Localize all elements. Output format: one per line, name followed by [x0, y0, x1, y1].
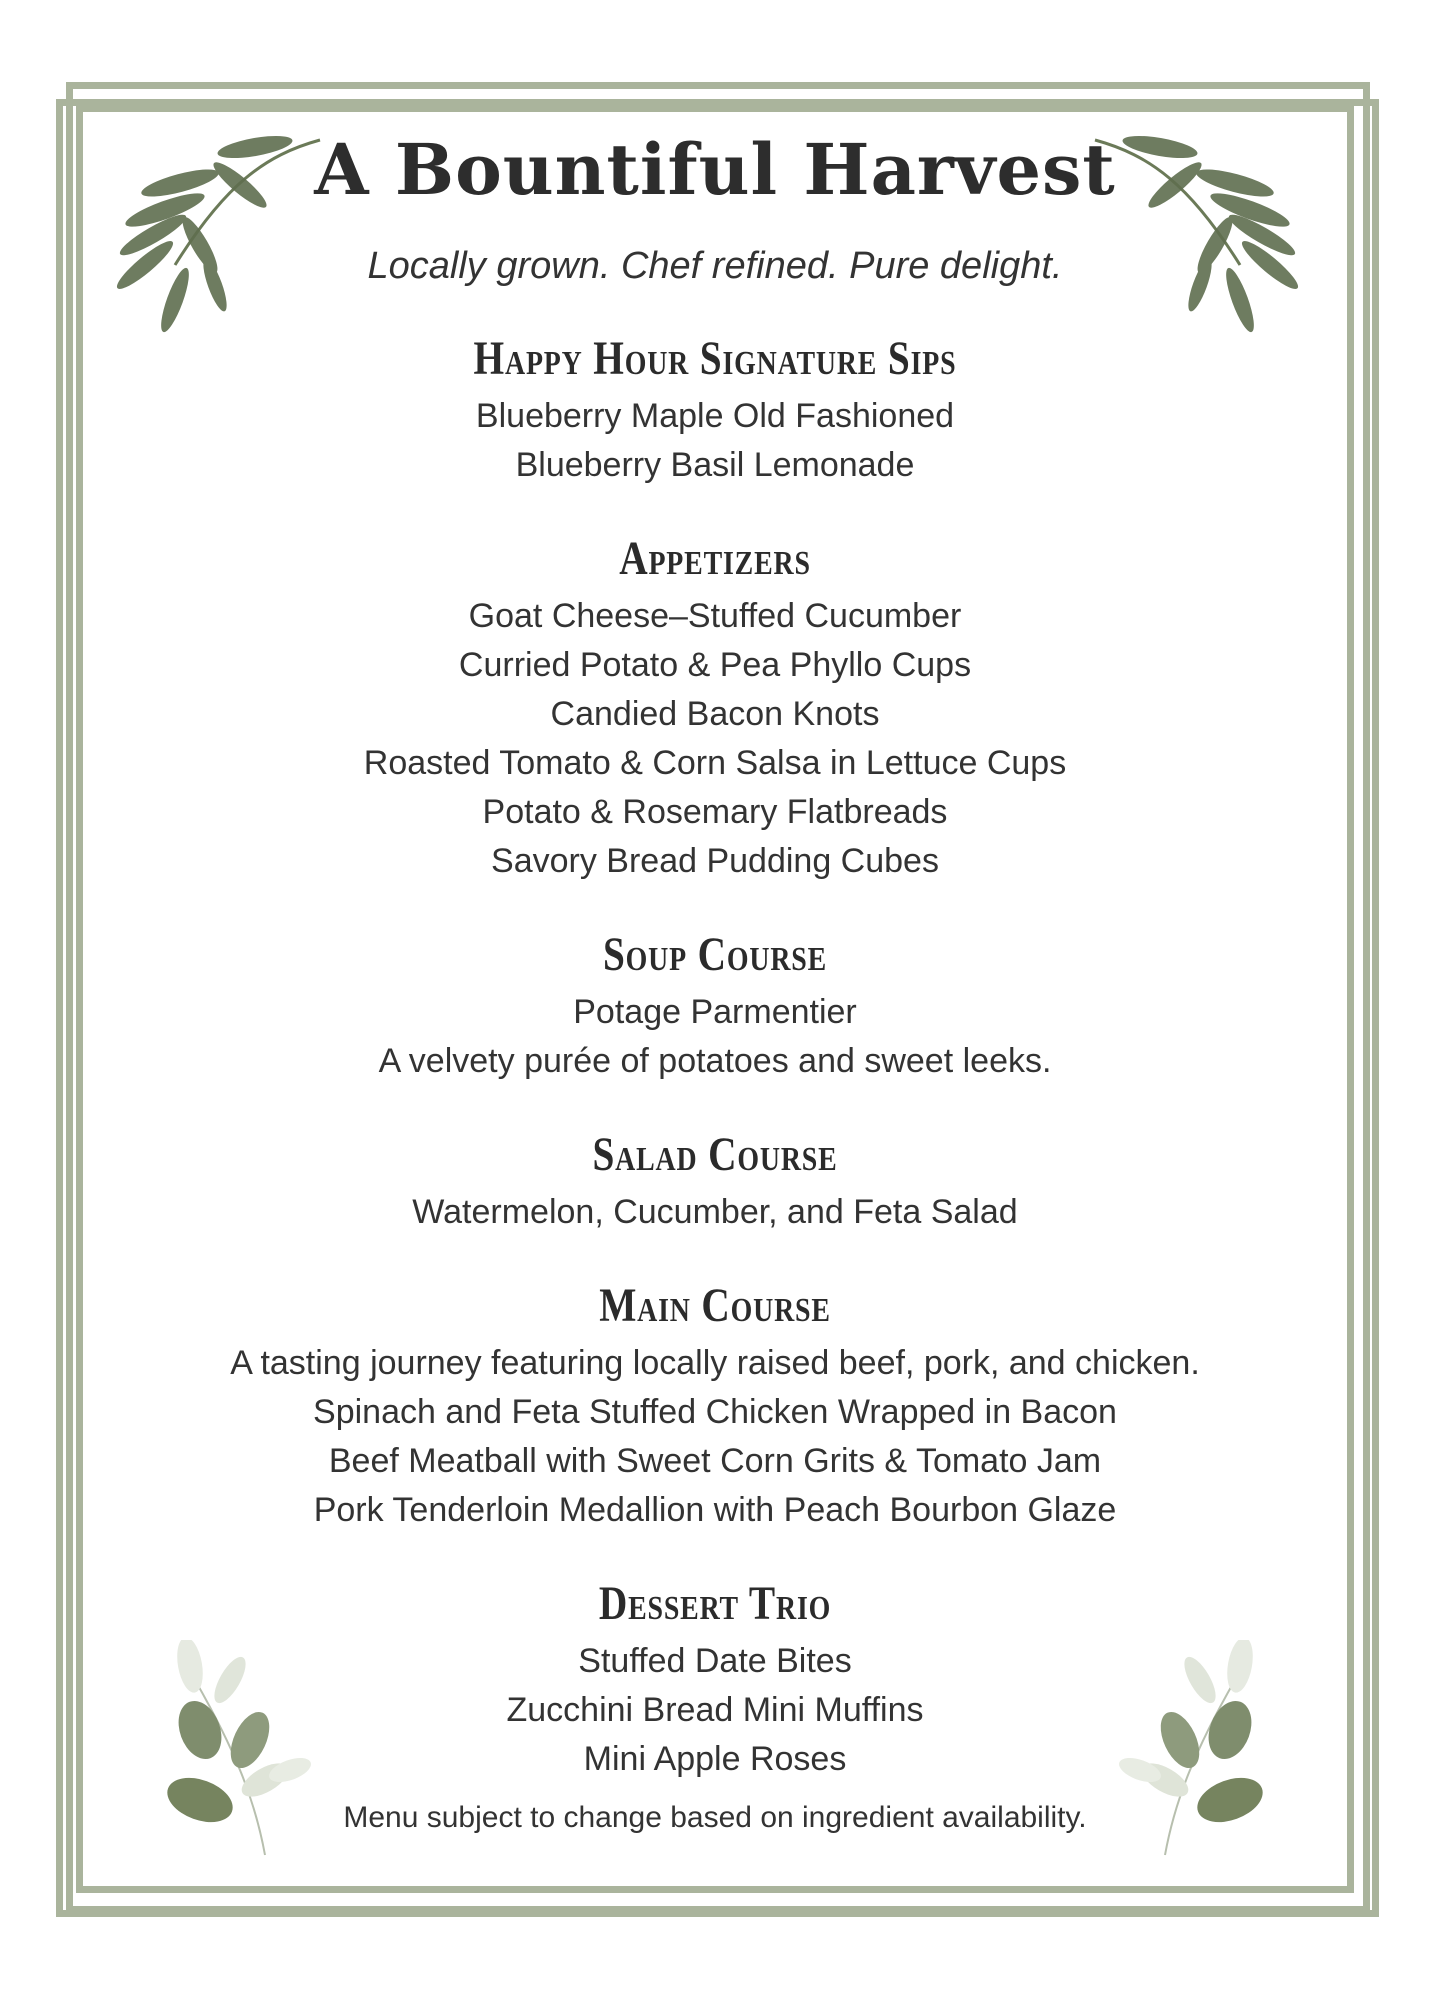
section-title: Salad Course	[592, 1128, 838, 1181]
menu-item: Watermelon, Cucumber, and Feta Salad	[412, 1193, 1018, 1231]
menu-item: Pork Tenderloin Medallion with Peach Bourbon Glaze	[313, 1491, 1117, 1529]
menu-section	[120, 1277, 1310, 1535]
menu-sections	[120, 330, 1310, 1784]
menu-section	[120, 1126, 1310, 1237]
menu-item: Goat Cheese–Stuffed Cucumber	[468, 597, 962, 635]
menu-item: Zucchini Bread Mini Muffins	[506, 1691, 924, 1729]
menu-content	[120, 110, 1310, 1838]
section-title: Soup Course	[602, 928, 828, 981]
menu-item: Candied Bacon Knots	[550, 695, 880, 733]
menu-item: Potato & Rosemary Flatbreads	[482, 793, 948, 831]
menu-item: Spinach and Feta Stuffed Chicken Wrapped in Bacon	[313, 1393, 1117, 1431]
menu-item: Savory Bread Pudding Cubes	[491, 842, 939, 880]
menu-footnote: Menu subject to change based on ingredient availability.	[343, 1801, 1087, 1834]
menu-tagline: Locally grown. Chef refined. Pure delight.	[367, 245, 1063, 287]
menu-item: A tasting journey featuring locally raised beef, pork, and chicken.	[230, 1344, 1200, 1382]
section-title: Appetizers	[619, 532, 811, 585]
menu-section	[120, 926, 1310, 1086]
menu-item: A velvety purée of potatoes and sweet leeks.	[378, 1042, 1052, 1080]
menu-item: Potage Parmentier	[573, 993, 857, 1031]
menu-item: Blueberry Maple Old Fashioned	[475, 397, 955, 435]
menu-section	[120, 1575, 1310, 1784]
menu-section	[120, 530, 1310, 886]
menu-item: Mini Apple Roses	[583, 1740, 847, 1778]
section-title: Dessert Trio	[598, 1577, 832, 1630]
section-title: Main Course	[599, 1279, 831, 1332]
menu-item: Beef Meatball with Sweet Corn Grits & Tomato Jam	[328, 1442, 1102, 1480]
menu-item: Roasted Tomato & Corn Salsa in Lettuce Cups	[363, 744, 1067, 782]
section-title: Happy Hour Signature Sips	[473, 332, 957, 385]
menu-section	[120, 330, 1310, 490]
menu-item: Curried Potato & Pea Phyllo Cups	[458, 646, 972, 684]
menu-item: Stuffed Date Bites	[578, 1642, 852, 1680]
menu-title: A Bountiful Harvest	[314, 128, 1116, 211]
menu-item: Blueberry Basil Lemonade	[515, 446, 915, 484]
